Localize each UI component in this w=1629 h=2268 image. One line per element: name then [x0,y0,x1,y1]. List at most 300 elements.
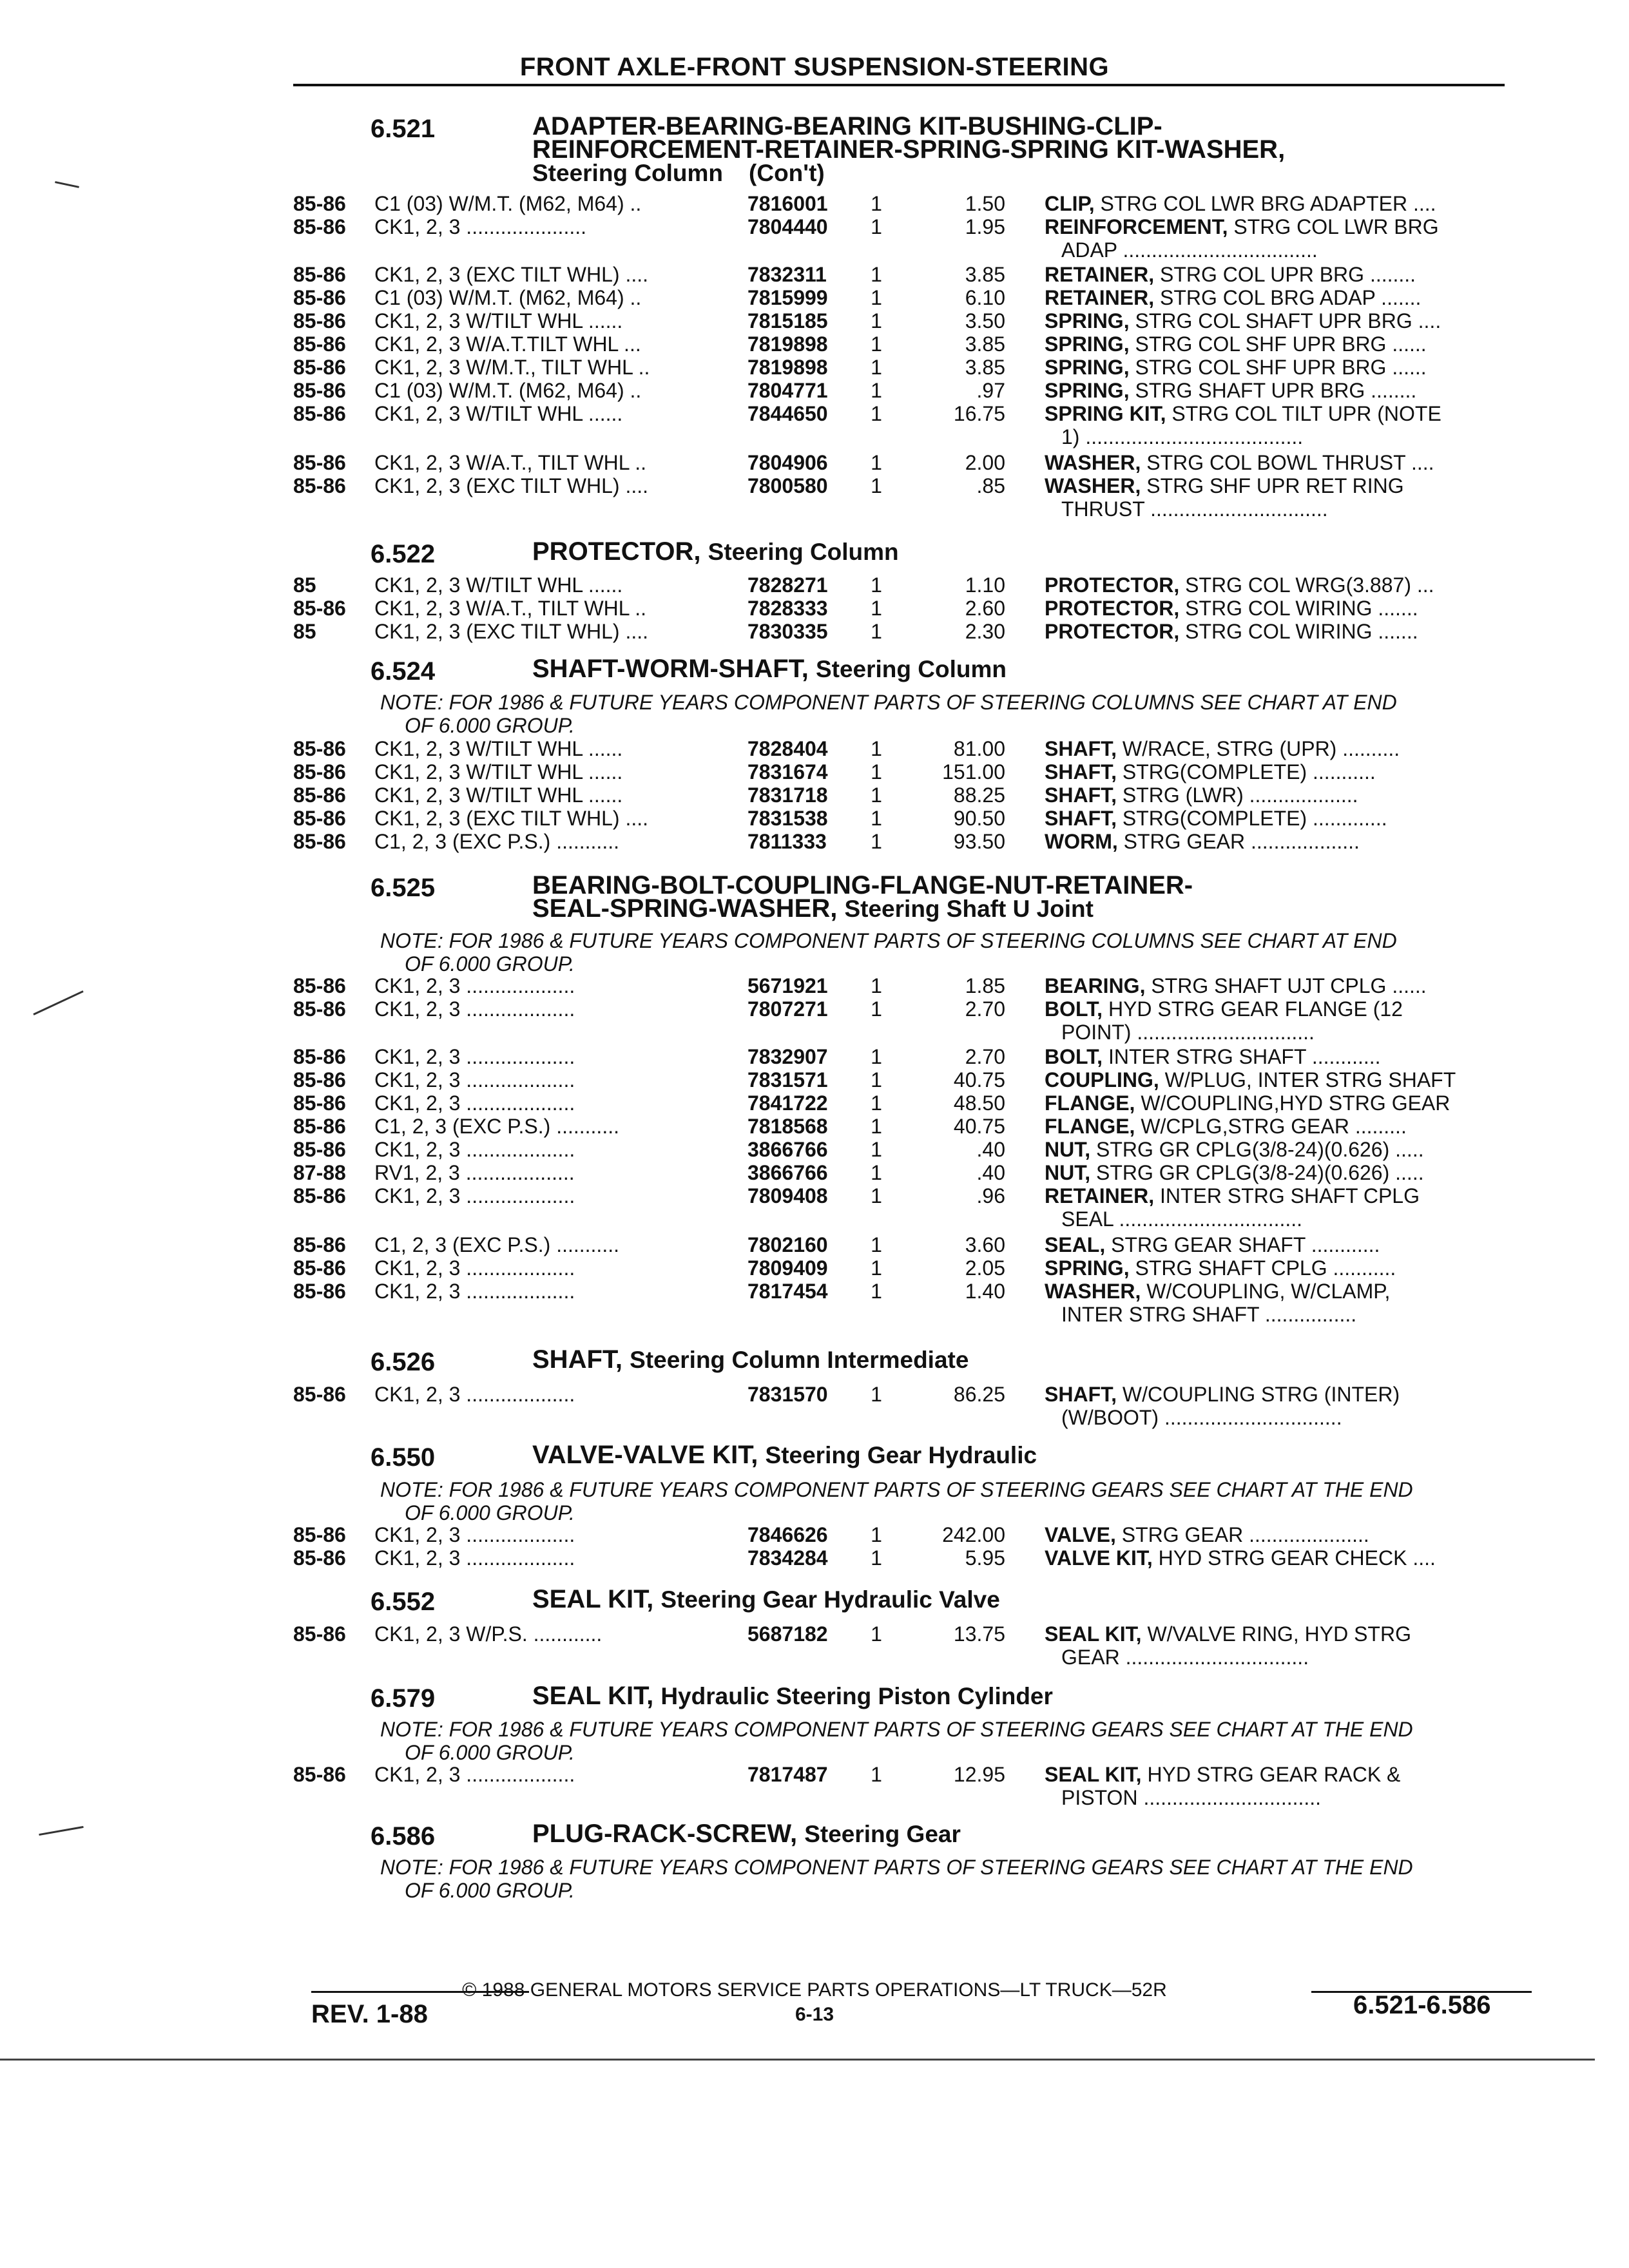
price: .96 [976,1184,1005,1207]
part-number: 7809408 [747,1184,828,1207]
section-subtitle: Steering Gear [804,1821,961,1847]
model-applicability: CK1, 2, 3 W/TILT WHL ...... [374,783,623,807]
model-applicability: CK1, 2, 3 (EXC TILT WHL) .... [374,474,648,497]
section-number: 6.552 [371,1588,436,1616]
part-number: 7831538 [747,807,828,830]
part-detail: STRG GEAR SHAFT ............ [1105,1233,1380,1256]
quantity: 1 [871,192,882,215]
model-years: 85-86 [293,474,346,497]
quantity: 1 [871,1256,882,1280]
part-name: SHAFT, [1045,760,1117,783]
quantity: 1 [871,620,882,643]
part-number: 7804771 [747,379,828,402]
note-line: NOTE: FOR 1986 & FUTURE YEARS COMPONENT PARTS OF STEERING GEARS SEE CHART AT THE END [380,1718,1413,1741]
parts-row [293,1383,1528,1429]
parts-row [293,1184,1528,1231]
model-applicability: RV1, 2, 3 ................... [374,1161,575,1184]
model-years: 85-86 [293,309,346,332]
part-description [1045,783,1509,807]
model-applicability: CK1, 2, 3 ................... [374,997,575,1021]
part-description [1045,286,1509,309]
part-detail: STRG COL BOWL THRUST .... [1141,451,1434,474]
price: .40 [976,1138,1005,1161]
model-applicability: CK1, 2, 3 ................... [374,1256,575,1280]
model-applicability: CK1, 2, 3 (EXC TILT WHL) .... [374,807,648,830]
price: 90.50 [953,807,1005,830]
price: 86.25 [953,1383,1005,1406]
part-name: SPRING, [1045,309,1130,332]
parts-row [293,215,1528,262]
part-name: PROTECTOR, [1045,573,1180,597]
part-description [1045,402,1509,448]
part-detail: STRG COL UPR BRG ........ [1154,263,1416,286]
price: 1.50 [965,192,1005,215]
part-name: SPRING, [1045,1256,1130,1280]
quantity: 1 [871,573,882,597]
part-name: PROTECTOR, [1045,597,1180,620]
model-applicability: C1 (03) W/M.T. (M62, M64) .. [374,286,642,309]
quantity: 1 [871,1546,882,1570]
section-subtitle: Steering Gear Hydraulic [765,1442,1037,1468]
part-detail: STRG SHAFT UJT CPLG ...... [1145,974,1427,997]
footer-copyright: © 1988 GENERAL MOTORS SERVICE PARTS OPERATIONS—LT TRUCK—52R [462,1979,1167,2001]
part-name: BOLT, [1045,1045,1103,1068]
section-title-line: SHAFT-WORM-SHAFT, [532,655,809,683]
part-number: 3866766 [747,1161,828,1184]
model-years: 85-86 [293,1256,346,1280]
part-name: SEAL, [1045,1233,1106,1256]
part-number: 7846626 [747,1523,828,1546]
section-title-line: REINFORCEMENT-RETAINER-SPRING-SPRING KIT-WASHER, [532,135,1286,164]
footer-section-range: 6.521-6.586 [1353,1991,1491,2019]
parts-row [293,597,1528,620]
quantity: 1 [871,597,882,620]
part-detail-continued: (W/BOOT) ............................... [1061,1406,1342,1429]
part-detail: STRG SHF UPR RET RING [1141,474,1404,497]
part-description [1045,1045,1509,1068]
part-detail: STRG COL SHAFT UPR BRG .... [1129,309,1441,332]
part-number: 7817454 [747,1280,828,1303]
model-years: 85-86 [293,1546,346,1570]
part-number: 7815185 [747,309,828,332]
model-years: 85-86 [293,597,346,620]
model-years: 85-86 [293,379,346,402]
quantity: 1 [871,332,882,356]
model-applicability: CK1, 2, 3 W/TILT WHL ...... [374,760,623,783]
section-title [532,1822,1629,1846]
scan-mark [55,181,79,188]
part-name: RETAINER, [1045,286,1155,309]
part-name: WASHER, [1045,1280,1141,1303]
section-title [532,112,1629,186]
parts-row [293,286,1528,309]
model-years: 85-86 [293,356,346,379]
price: 3.85 [965,356,1005,379]
part-number: 7844650 [747,402,828,425]
model-applicability: C1, 2, 3 (EXC P.S.) ........... [374,830,619,853]
model-years: 85-86 [293,1184,346,1207]
price: 16.75 [953,402,1005,425]
parts-row [293,1546,1528,1570]
section-title-line: ADAPTER-BEARING-BEARING KIT-BUSHING-CLIP- [532,112,1162,140]
part-description [1045,215,1509,262]
part-description [1045,1068,1509,1091]
part-number: 7831718 [747,783,828,807]
model-applicability: CK1, 2, 3 W/A.T., TILT WHL .. [374,451,647,474]
part-number: 7809409 [747,1256,828,1280]
part-number: 5687182 [747,1622,828,1646]
parts-row [293,379,1528,402]
section-continued: (Con't) [749,160,825,186]
part-detail: STRG COL WIRING ....... [1179,620,1418,643]
part-number: 7831571 [747,1068,828,1091]
part-detail-continued: GEAR ................................ [1061,1646,1309,1669]
part-detail: W/COUPLING STRG (INTER) [1117,1383,1400,1406]
section-subtitle: Steering Gear Hydraulic Valve [660,1586,1000,1613]
model-years: 85-86 [293,1763,346,1786]
section-number: 6.586 [371,1822,436,1850]
quantity: 1 [871,263,882,286]
part-detail: STRG COL WIRING ....... [1179,597,1418,620]
part-description [1045,1546,1509,1570]
quantity: 1 [871,830,882,853]
price: 3.50 [965,309,1005,332]
part-number: 7819898 [747,332,828,356]
quantity: 1 [871,1138,882,1161]
page-header-title: FRONT AXLE-FRONT SUSPENSION-STEERING [519,53,1110,81]
model-applicability: CK1, 2, 3 ................... [374,1546,575,1570]
part-detail: STRG GR CPLG(3/8-24)(0.626) ..... [1090,1161,1424,1184]
parts-row [293,356,1528,379]
parts-row [293,573,1528,597]
part-name: SHAFT, [1045,1383,1117,1406]
part-number: 7811333 [747,830,827,853]
part-number: 7832311 [747,263,827,286]
parts-row [293,1256,1528,1280]
part-name: FLANGE, [1045,1115,1135,1138]
model-years: 85-86 [293,1091,346,1115]
part-name: FLANGE, [1045,1091,1135,1115]
part-number: 7831674 [747,760,828,783]
section-title [532,657,1629,681]
part-detail-continued: SEAL ................................ [1061,1207,1303,1231]
quantity: 1 [871,1115,882,1138]
part-detail: W/CPLG,STRG GEAR ......... [1135,1115,1407,1138]
parts-row [293,263,1528,286]
part-name: BOLT, [1045,997,1103,1021]
quantity: 1 [871,1280,882,1303]
parts-row [293,783,1528,807]
model-applicability: CK1, 2, 3 W/P.S. ............ [374,1622,602,1646]
section-subtitle: Hydraulic Steering Piston Cylinder [660,1683,1053,1709]
model-years: 85-86 [293,1045,346,1068]
price: 2.00 [965,451,1005,474]
part-name: PROTECTOR, [1045,620,1180,643]
quantity: 1 [871,737,882,760]
section-title-line: VALVE-VALVE KIT, [532,1441,758,1469]
part-name: NUT, [1045,1161,1091,1184]
part-name: SEAL KIT, [1045,1622,1142,1646]
part-detail: STRG SHAFT CPLG ........... [1129,1256,1396,1280]
model-years: 85-86 [293,1622,346,1646]
note-line: OF 6.000 GROUP. [405,952,575,975]
part-description [1045,474,1509,521]
part-name: CLIP, [1045,192,1095,215]
part-name: WASHER, [1045,474,1141,497]
model-years: 85-86 [293,1280,346,1303]
part-description [1045,807,1509,830]
section-title [532,1585,1629,1613]
part-number: 7817487 [747,1763,828,1786]
parts-row [293,402,1528,448]
section-number: 6.579 [371,1684,436,1713]
quantity: 1 [871,1763,882,1786]
parts-row [293,1523,1528,1546]
section-subtitle: Steering Column Intermediate [630,1347,969,1373]
part-detail-continued: INTER STRG SHAFT ................ [1061,1303,1357,1326]
price: 2.05 [965,1256,1005,1280]
part-name: VALVE, [1045,1523,1116,1546]
part-name: WASHER, [1045,451,1141,474]
part-description [1045,1523,1509,1546]
part-detail: W/COUPLING,HYD STRG GEAR [1135,1091,1451,1115]
part-description [1045,620,1509,643]
parts-row [293,974,1528,997]
part-description [1045,830,1509,853]
part-name: BEARING, [1045,974,1146,997]
part-detail: STRG(COMPLETE) ........... [1117,760,1376,783]
part-detail: STRG(COMPLETE) ............. [1117,807,1387,830]
part-detail: HYD STRG GEAR CHECK .... [1152,1546,1436,1570]
part-name: REINFORCEMENT, [1045,215,1228,238]
price: 3.85 [965,332,1005,356]
section-number: 6.550 [371,1443,436,1472]
model-years: 85-86 [293,1523,346,1546]
scan-mark [39,1826,83,1836]
parts-row [293,1763,1528,1809]
price: 1.95 [965,215,1005,238]
model-applicability: CK1, 2, 3 ................... [374,974,575,997]
part-name: VALVE KIT, [1045,1546,1153,1570]
model-applicability: C1, 2, 3 (EXC P.S.) ........... [374,1233,619,1256]
model-years: 85-86 [293,451,346,474]
part-detail: HYD STRG GEAR FLANGE (12 [1103,997,1403,1021]
section-note [380,1856,1629,1902]
model-years: 85-86 [293,1383,346,1406]
model-applicability: CK1, 2, 3 (EXC TILT WHL) .... [374,263,648,286]
parts-row [293,807,1528,830]
part-description [1045,356,1509,379]
model-years: 85-86 [293,997,346,1021]
parts-row [293,737,1528,760]
parts-row [293,1161,1528,1184]
part-detail: STRG SHAFT UPR BRG ........ [1129,379,1417,402]
part-detail: STRG COL LWR BRG [1228,215,1439,238]
model-applicability: CK1, 2, 3 ................... [374,1091,575,1115]
parts-row [293,451,1528,474]
price: 3.60 [965,1233,1005,1256]
part-number: 5671921 [747,974,828,997]
model-applicability: CK1, 2, 3 W/TILT WHL ...... [374,402,623,425]
model-years: 85-86 [293,1068,346,1091]
section-title-line: PROTECTOR, [532,537,701,566]
quantity: 1 [871,997,882,1021]
note-line: NOTE: FOR 1986 & FUTURE YEARS COMPONENT PARTS OF STEERING COLUMNS SEE CHART AT END [380,929,1397,952]
price: 13.75 [953,1622,1005,1646]
parts-row [293,1280,1528,1326]
model-years: 85-86 [293,737,346,760]
parts-row [293,760,1528,783]
part-detail: STRG GEAR ................... [1117,830,1360,853]
section-number: 6.522 [371,540,436,568]
parts-row [293,1091,1528,1115]
price: 88.25 [953,783,1005,807]
section-title-line: SEAL KIT, [532,1585,654,1613]
part-detail-continued: ADAP .................................. [1061,238,1318,262]
part-description [1045,974,1509,997]
quantity: 1 [871,760,882,783]
price: 12.95 [953,1763,1005,1786]
quantity: 1 [871,474,882,497]
part-detail: W/COUPLING, W/CLAMP, [1141,1280,1391,1303]
parts-row [293,192,1528,215]
quantity: 1 [871,356,882,379]
model-applicability: CK1, 2, 3 ................... [374,1184,575,1207]
part-description [1045,737,1509,760]
quantity: 1 [871,1184,882,1207]
model-years: 85-86 [293,1233,346,1256]
price: 2.70 [965,1045,1005,1068]
part-detail: W/VALVE RING, HYD STRG [1141,1622,1411,1646]
quantity: 1 [871,1045,882,1068]
section-title [532,537,1629,566]
part-name: SHAFT, [1045,737,1117,760]
part-name: RETAINER, [1045,263,1155,286]
part-description [1045,1161,1509,1184]
parts-row [293,332,1528,356]
model-applicability: CK1, 2, 3 ..................... [374,215,586,238]
section-subtitle: Steering Column [532,160,724,186]
part-number: 7802160 [747,1233,828,1256]
parts-row [293,1068,1528,1091]
model-applicability: CK1, 2, 3 ................... [374,1383,575,1406]
parts-row [293,1115,1528,1138]
model-applicability: CK1, 2, 3 ................... [374,1045,575,1068]
price: 151.00 [942,760,1005,783]
parts-row [293,1138,1528,1161]
quantity: 1 [871,451,882,474]
part-name: SEAL KIT, [1045,1763,1142,1786]
part-detail: STRG GR CPLG(3/8-24)(0.626) ..... [1090,1138,1424,1161]
model-years: 85-86 [293,1138,346,1161]
parts-row [293,1622,1528,1669]
price: 93.50 [953,830,1005,853]
part-number: 7841722 [747,1091,828,1115]
quantity: 1 [871,215,882,238]
quantity: 1 [871,286,882,309]
part-name: WORM, [1045,830,1118,853]
model-applicability: C1 (03) W/M.T. (M62, M64) .. [374,192,642,215]
bottom-scan-line [0,2059,1595,2061]
section-note [380,1478,1629,1524]
model-applicability: CK1, 2, 3 W/TILT WHL ...... [374,573,623,597]
model-applicability: CK1, 2, 3 ................... [374,1138,575,1161]
section-title [532,871,1629,923]
price: 242.00 [942,1523,1005,1546]
section-note [380,929,1629,975]
part-description [1045,332,1509,356]
part-description [1045,573,1509,597]
part-detail: W/RACE, STRG (UPR) .......... [1117,737,1400,760]
price: .40 [976,1161,1005,1184]
model-applicability: CK1, 2, 3 W/TILT WHL ...... [374,737,623,760]
parts-row [293,1045,1528,1068]
price: 2.30 [965,620,1005,643]
part-description [1045,597,1509,620]
part-name: SPRING, [1045,332,1130,356]
parts-row [293,1233,1528,1256]
part-detail-continued: THRUST ............................... [1061,497,1328,521]
part-number: 7828333 [747,597,828,620]
part-description [1045,1184,1509,1231]
note-line: NOTE: FOR 1986 & FUTURE YEARS COMPONENT PARTS OF STEERING GEARS SEE CHART AT THE END [380,1478,1413,1501]
part-detail: HYD STRG GEAR RACK & [1141,1763,1401,1786]
part-description [1045,997,1509,1044]
part-description [1045,1763,1509,1809]
part-name: RETAINER, [1045,1184,1155,1207]
price: 1.85 [965,974,1005,997]
part-name: SPRING KIT, [1045,402,1166,425]
part-description [1045,309,1509,332]
quantity: 1 [871,309,882,332]
part-number: 7818568 [747,1115,828,1138]
part-detail-continued: 1) ...................................... [1061,425,1304,448]
section-number: 6.524 [371,657,436,686]
part-detail: STRG COL SHF UPR BRG ...... [1129,356,1427,379]
part-detail: INTER STRG SHAFT ............ [1103,1045,1381,1068]
note-line: OF 6.000 GROUP. [405,1501,575,1524]
quantity: 1 [871,402,882,425]
part-number: 7800580 [747,474,828,497]
price: .97 [976,379,1005,402]
part-detail-continued: POINT) ............................... [1061,1021,1315,1044]
quantity: 1 [871,974,882,997]
price: 40.75 [953,1068,1005,1091]
section-title-line: SEAL KIT, [532,1682,654,1710]
parts-row [293,830,1528,853]
part-name: SPRING, [1045,356,1130,379]
model-applicability: CK1, 2, 3 ................... [374,1280,575,1303]
part-number: 7834284 [747,1546,828,1570]
part-description [1045,1115,1509,1138]
note-line: NOTE: FOR 1986 & FUTURE YEARS COMPONENT PARTS OF STEERING GEARS SEE CHART AT THE END [380,1856,1413,1879]
price: 3.85 [965,263,1005,286]
model-years: 85 [293,620,316,643]
parts-row [293,474,1528,521]
model-applicability: C1, 2, 3 (EXC P.S.) ........... [374,1115,619,1138]
parts-row [293,997,1528,1044]
model-years: 85-86 [293,332,346,356]
part-description [1045,1622,1509,1669]
part-number: 7819898 [747,356,828,379]
part-detail: STRG COL LWR BRG ADAPTER .... [1094,192,1436,215]
section-number: 6.521 [371,115,436,143]
section-title-line: SEAL-SPRING-WASHER, [532,894,838,923]
part-description [1045,1233,1509,1256]
note-line: OF 6.000 GROUP. [405,714,575,737]
model-years: 85-86 [293,760,346,783]
part-number: 7831570 [747,1383,828,1406]
